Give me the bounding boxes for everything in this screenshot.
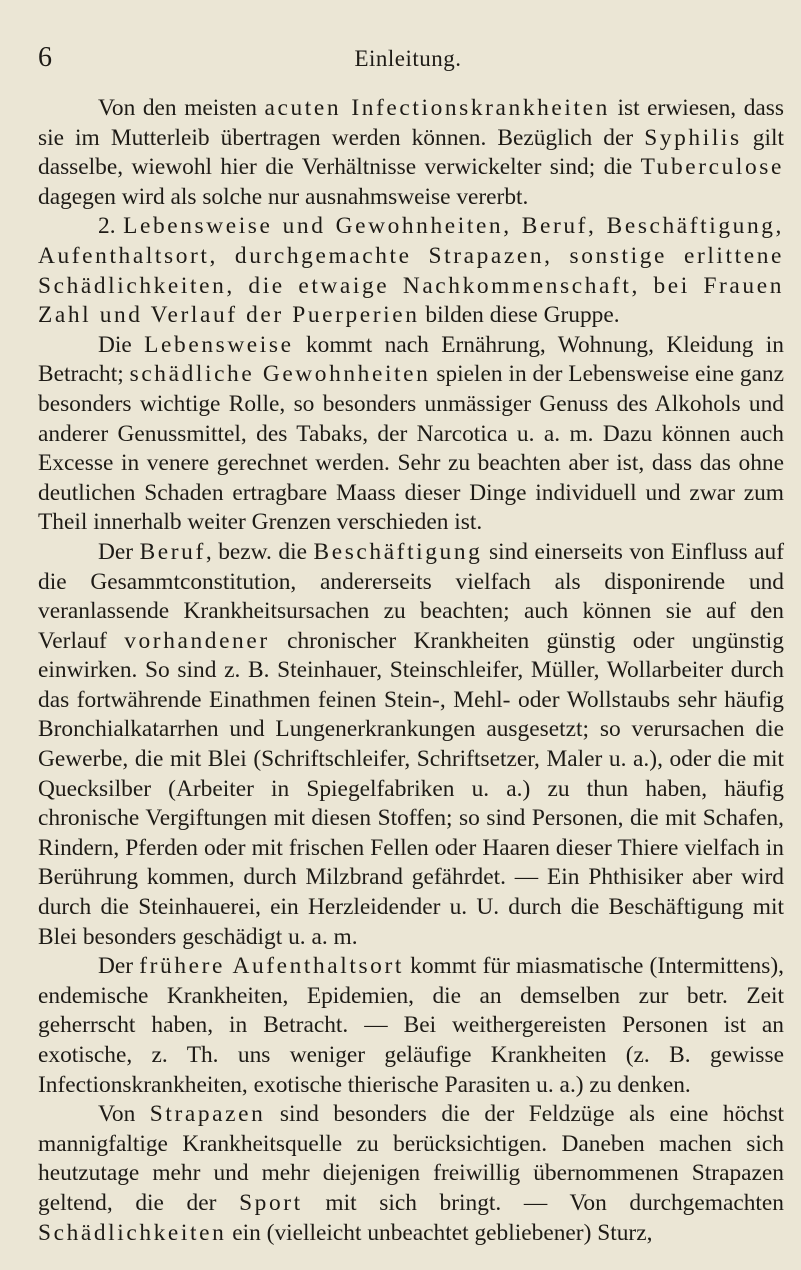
text-run: sind besonders die der Feldzüge als eine höchst mannigfaltige Krankheitsquelle zu berücksichtigen. Daneben machen sich heutzutage mehr und mehr diejenigen freiwillig übernommenen Strapazen geltend, die der [38,1101,784,1216]
text-run: , bezw. die [205,538,314,565]
text-run: spielen in der Lebensweise eine ganz besonders wichtige Rolle, so besonders unmässiger Genuss des Alkohols und anderer Genussmittel, des Tabaks, der Narcotica u. a. m. Dazu können auch Excesse in venere gerechnet werden. Sehr zu beachten aber ist, dass das ohne deutlichen Schaden ertragbare Maass dieser Dinge individuell und zwar zum Theil innerhalb weiter Grenzen verschieden ist. [38,361,784,536]
text-run: Der [98,953,140,980]
page-number: 6 [38,42,52,73]
emphasized-text: Tuberculose [640,154,784,181]
body-text [38,94,784,1248]
running-head: Einleitung. [354,46,462,71]
emphasized-text: acuten Infectionskrankheiten [264,95,610,121]
paragraph-occupation [38,538,784,952]
paragraph-residence [38,952,784,1100]
emphasized-text: frühere Aufenthaltsort [139,953,404,980]
emphasized-text: Syphilis [644,124,742,151]
emphasized-text: schädliche Gewohnheiten [129,361,431,388]
emphasized-text: Beschäftigung [313,538,483,565]
text-run: Die [98,331,145,358]
text-run: sind einerseits von Einfluss auf die Gesammtconstitution, andererseits vielfach als disponirende und veranlassende Krankheitsursachen zu beachten; auch können sie auf den Verlauf [38,538,784,654]
text-run: mit sich bringt. — Von durchgemachten [302,1189,784,1216]
text-run: 2. [98,213,124,240]
text-run: bilden diese Gruppe. [419,302,620,329]
text-run: ist erwiesen, dass sie im Mutterleib übertragen werden können. Bezüglich der [38,95,784,151]
emphasized-text: Schädlichkeiten [38,1219,227,1246]
text-run: kommt nach Ernährung, Wohnung, Kleidung in Betracht; [38,331,784,388]
emphasized-text: Beruf [139,538,206,565]
text-run: gilt dasselbe, wiewohl hier die Verhältnisse verwickelter sind; die [38,124,784,181]
emphasized-text: Strapazen [149,1101,266,1128]
emphasized-text: vorhandener [124,627,270,654]
text-run: Von den meisten [98,95,265,121]
emphasized-text: Lebensweise [144,331,294,358]
text-run: ein (vielleicht unbeachtet gebliebener) Sturz, [226,1219,653,1246]
text-run: Der [98,538,140,565]
paragraph-lifestyle-group [38,212,784,330]
emphasized-text: Lebensweise und Gewohnheiten, Beruf, Beschäftigung, Aufenthaltsort, durchgemachte Strapazen, sonstige erlittene Schädlichkeiten, die etwaige Nachkommenschaft, bei Frauen Zahl und Verlauf der Puerperien [38,213,784,329]
text-run: chronischer Krankheiten günstig oder ungünstig einwirken. So sind z. B. Steinhauer, Steinschleifer, Müller, Wollarbeiter durch das fortwährende Einathmen feinen Stein-, Mehl- oder Wollstaubs sehr häufig Bronchialkatarrhen und Lungenerkrankungen ausgesetzt; so verursachen die Gewerbe, die mit Blei (Schriftschleifer, Schriftsetzer, Maler u. a.), oder die mit Quecksilber (Arbeiter in Spiegelfabriken u. a.) zu thun haben, häufig chronische Vergiftungen mit diesen Stoffen; so sind Personen, die mit Schafen, Rindern, Pferden oder mit frischen Fellen oder Haaren dieser Thiere vielfach in Berührung kommen, durch Milzbrand gefährdet. — Ein Phthisiker aber wird durch die Steinhauerei, ein Herzleidender u. U. durch die Beschäftigung mit Blei besonders geschädigt u. a. m. [38,627,785,950]
paragraph-heredity [38,94,784,212]
paragraph-strains [38,1100,784,1248]
paragraph-lifestyle [38,331,784,538]
text-run: dagegen wird als solche nur ausnahmsweise vererbt. [38,183,529,210]
text-run: kommt für miasmatische (Intermittens), endemische Krankheiten, Epidemien, die an demselben zur betr. Zeit geherrscht haben, in Betracht. — Bei weithergereisten Personen ist an exotische, z. Th. uns weniger geläufige Krankheiten (z. B. gewisse Infectionskrankheiten, exotische thierische Parasiten u. a.) zu denken. [38,953,784,1098]
text-run: Von [98,1101,150,1128]
emphasized-text: Sport [239,1189,303,1216]
page-header [38,40,778,80]
